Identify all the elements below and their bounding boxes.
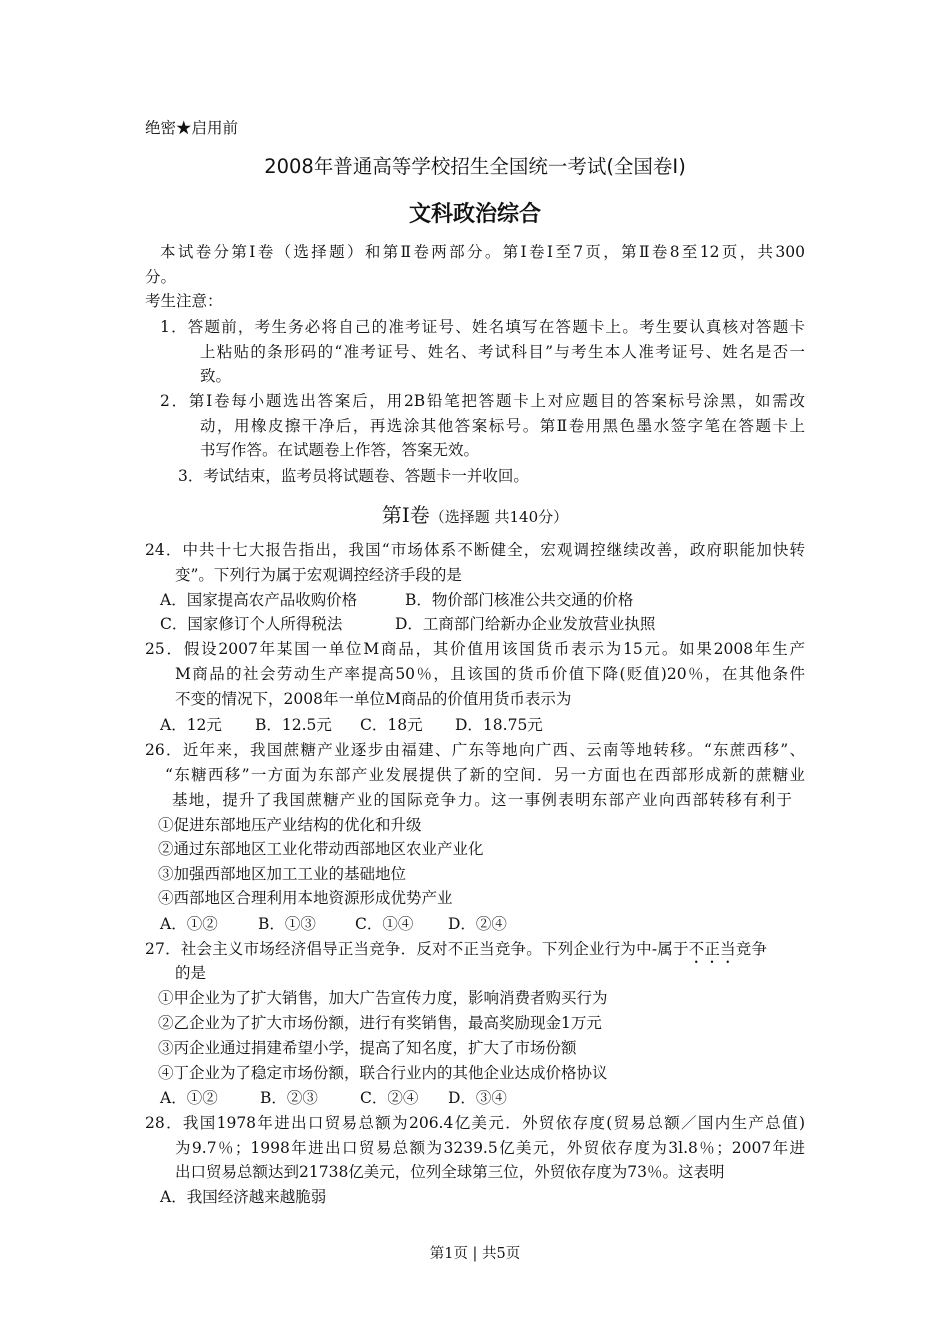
notice-line: 动，用橡皮擦干净后，再选涂其他答案标号。第Ⅱ卷用黑色墨水签字笔在答题卡上: [200, 417, 805, 435]
option-c: C．18元: [360, 716, 423, 734]
question-28: 28．我国1978年进出口贸易总额为206.4亿美元．外贸依存度(贸易总额／国内生产总值): [145, 1114, 805, 1132]
notice-line: 3．考试结束，监考员将试题卷、答题卡一并收回。: [178, 467, 529, 485]
option-d: D．②④: [448, 915, 507, 933]
intro-line: 本试卷分第Ⅰ卷（选择题）和第Ⅱ卷两部分。第Ⅰ卷Ⅰ至7页，第Ⅱ卷8至12页，共300: [160, 243, 805, 261]
statement-item: ①促进东部地压产业结构的优化和升级: [158, 816, 422, 834]
emphasized-text: 不正当: [688, 940, 736, 958]
option-d: D．18.75元: [455, 716, 543, 734]
statement-item: ①甲企业为了扩大销售，加大广告宣传力度，影响消费者购买行为: [158, 989, 608, 1007]
option-b: B．①③: [258, 915, 316, 933]
question-25: 25．假设2007年某国一单位M商品，其价值用该国货币表示为15元。如果2008年生产: [145, 640, 805, 658]
statement-item: ②乙企业为了扩大市场份额，进行有奖销售，最高奖励现金1万元: [158, 1014, 602, 1032]
statement-item: ③加强西部地区加工工业的基础地位: [158, 865, 407, 883]
page-footer: 第1页 | 共5页: [429, 1246, 521, 1262]
question-24: 变”。下列行为属于宏观调控经济手段的是: [175, 566, 462, 584]
question-25: 不变的情况下，2008年一单位M商品的价值用货币表示为: [175, 690, 572, 708]
question-26: 基地，提升了我国蔗糖产业的国际竞争力。这一事例表明东部产业向西部转移有利于: [172, 791, 792, 809]
question-text: 27．社会主义市场经济倡导正当竞争．反对不正当竞争。下列企业行为中-属于: [145, 940, 689, 958]
question-28: 为9.7％；1998年进出口贸易总额为3239.5亿美元，外贸依存度为3l.8％；2007年进: [175, 1139, 805, 1157]
option-a: A．12元: [160, 716, 222, 734]
option-c: C．②④: [360, 1089, 419, 1107]
statement-item: ②通过东部地区工业化带动西部地区农业产业化: [158, 840, 484, 858]
option-d: D．工商部门给新办企业发放营业执照: [395, 615, 656, 633]
option-b: B．12.5元: [255, 716, 332, 734]
section-main: 第Ⅰ卷: [381, 503, 430, 527]
question-28: 出口贸易总额达到21738亿美元，位列全球第三位，外贸依存度为73％。这表明: [175, 1163, 725, 1181]
option-b: B．物价部门核准公共交通的价格: [405, 591, 634, 609]
statement-item: ③丙企业通过捐建希望小学，提高了知名度，扩大了市场份额: [158, 1039, 577, 1057]
question-27: [145, 939, 767, 967]
option-c: C．国家修订个人所得税法: [160, 615, 343, 633]
notice-line: 上粘贴的条形码的“准考证号、姓名、考试科目”与考生本人准考证号、姓名是否一: [200, 343, 805, 361]
exam-subtitle: 文科政治综合: [408, 202, 541, 227]
notice-line: 1．答题前，考生务必将自己的准考证号、姓名填写在答题卡上。考生要认真核对答题卡: [160, 318, 805, 336]
question-26: “东糖西移”一方面为东部产业发展提供了新的空间．另一方面也在西部形成新的蔗糖业: [165, 766, 805, 784]
statement-item: ④西部地区合理利用本地资源形成优势产业: [158, 889, 453, 907]
question-26: 26．近年来，我国蔗糖产业逐步由福建、广东等地向广西、云南等地转移。“东蔗西移”、: [145, 741, 805, 759]
question-25: M商品的社会劳动生产率提高50％，且该国的货币价值下降(贬值)20％，在其他条件: [175, 665, 805, 683]
question-text: 竞争: [735, 940, 768, 958]
option-a: A．①②: [160, 915, 218, 933]
section-heading: [0, 502, 950, 530]
notice-line: 书写作答。在试题卷上作答，答案无效。: [200, 441, 480, 459]
confidential-header: 绝密★启用前: [145, 119, 239, 137]
question-24: 24．中共十七大报告指出，我国“市场体系不断健全，宏观调控继续改善，政府职能加快转: [145, 541, 805, 559]
option-d: D．③④: [448, 1089, 507, 1107]
question-27: 的是: [175, 964, 207, 982]
notice-line: 2．第Ⅰ卷每小题选出答案后，用2B铅笔把答题卡上对应题目的答案标号涂黑，如需改: [160, 392, 805, 410]
option-c: C．①④: [355, 915, 414, 933]
option-a: A．我国经济越来越脆弱: [160, 1188, 327, 1206]
section-note: （选择题 共140分）: [429, 508, 569, 526]
statement-item: ④丁企业为了稳定市场份额，联合行业内的其他企业达成价格协议: [158, 1064, 608, 1082]
notice-line: 致。: [200, 367, 232, 385]
notice-label: 考生注意：: [145, 292, 223, 310]
exam-title: 2008年普通高等学校招生全国统一考试(全国卷Ⅰ): [264, 155, 686, 178]
intro-line: 分。: [145, 268, 177, 286]
option-a: A．①②: [160, 1089, 218, 1107]
option-a: A．国家提高农产品收购价格: [160, 591, 358, 609]
option-b: B．②③: [260, 1089, 318, 1107]
